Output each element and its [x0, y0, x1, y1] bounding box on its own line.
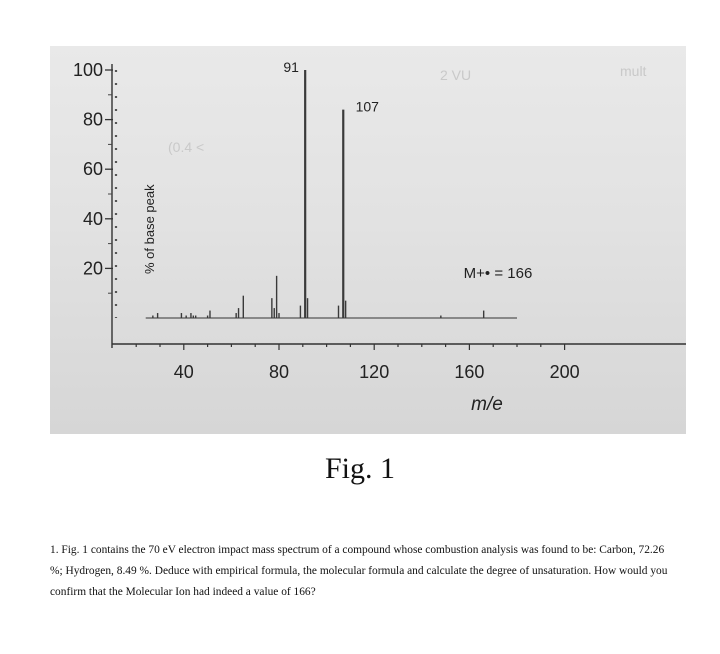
x-tick-label: 40: [173, 362, 194, 382]
x-tick-label: 200: [549, 362, 580, 382]
x-tick-label: 160: [454, 362, 485, 382]
peak-value-label: 91: [283, 59, 299, 75]
figure-caption: Fig. 1: [324, 452, 396, 485]
y-tick-label: 40: [82, 208, 103, 229]
y-tick-label: 20: [82, 258, 103, 279]
chart-labels: [283, 59, 379, 115]
chart-peaks: [153, 70, 484, 318]
svg-text:(0.4 <: (0.4 <: [168, 139, 205, 155]
svg-text:2 VU: 2 VU: [440, 67, 472, 83]
molecular-ion-annotation: M+• = 166: [463, 265, 533, 282]
x-tick-label: 80: [268, 362, 290, 382]
y-axis-title: % of base peak: [142, 184, 157, 274]
mass-spectrum-chart: [50, 46, 686, 434]
y-tick-label: 60: [82, 159, 103, 180]
svg-text:mult: mult: [620, 63, 647, 79]
y-tick-label: 80: [82, 109, 103, 130]
y-tick-label: 100: [72, 60, 103, 80]
x-tick-label: 120: [359, 362, 390, 382]
chart-axes: [73, 60, 686, 415]
question-text: 1. Fig. 1 contains the 70 eV electron impact mass spectrum of a compound whose combustion analysis was found to be: Carbon, 72.26 %; Hydrogen, 8.49 %. Deduce with empirical formula, the molecular formula and calculate the degree of unsaturation. How would you confirm that the Molecular Ion had indeed a value of 166?: [50, 544, 668, 598]
peak-value-label: 107: [355, 98, 379, 115]
photo-ghost-marks: [168, 63, 647, 155]
x-axis-title: m/e: [471, 394, 503, 415]
